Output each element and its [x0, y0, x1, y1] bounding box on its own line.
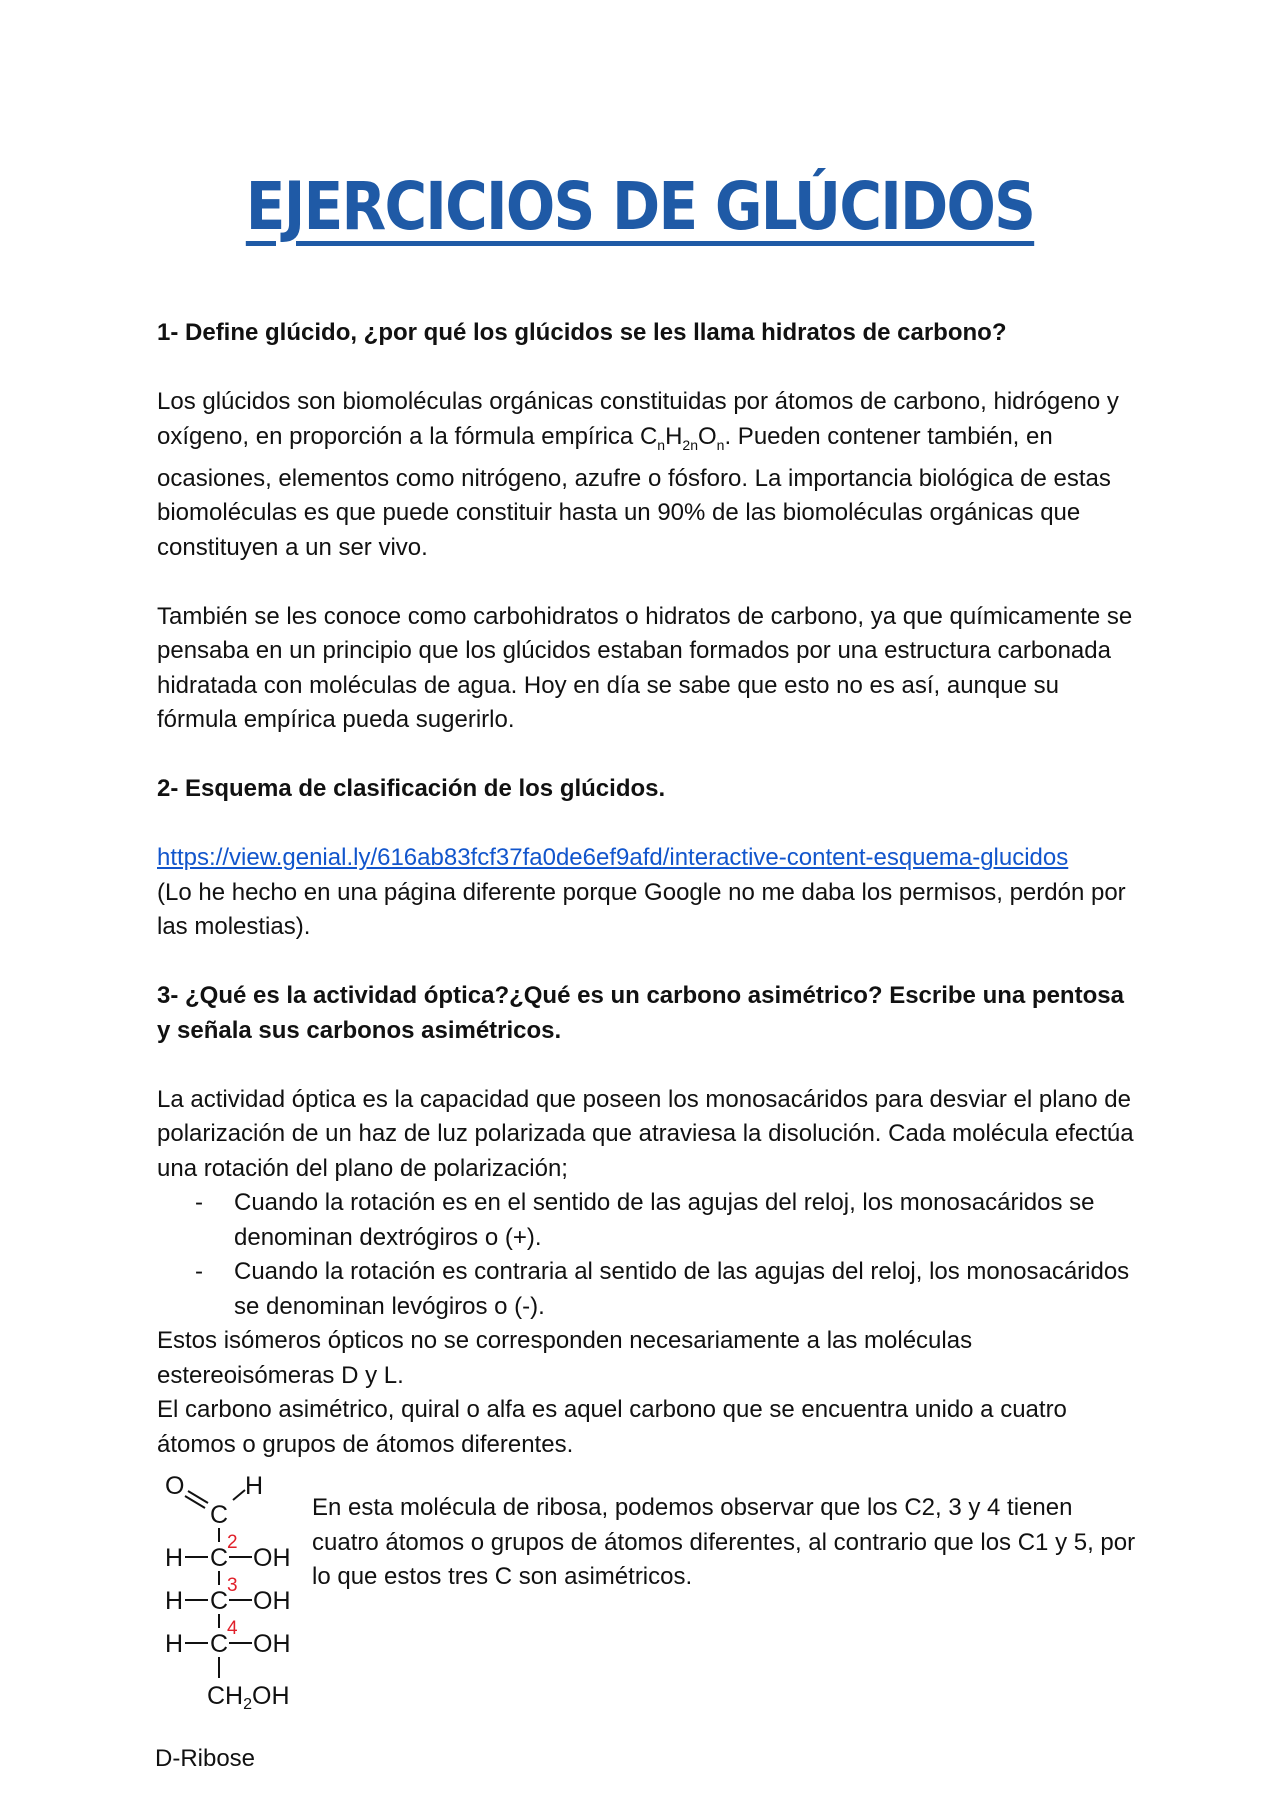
q1-paragraph-1 — [157, 385, 1137, 565]
ribose-section — [157, 1468, 1137, 1778]
bullet-marker: - — [195, 1189, 203, 1217]
ribose-explanation: En esta molécula de ribosa, podemos observar que los C2, 3 y 4 tienen cuatro átomos o grupos de átomos diferentes, al contrario que los C1 y 5, por lo que estos tres C son asimétricos. — [312, 1494, 1136, 1591]
atom-h-c4: H — [165, 1630, 184, 1659]
atom-c2: C — [210, 1544, 229, 1573]
q1-p1-text-a: Los glúcidos son biomoléculas orgánicas constituidas por átomos de carbono, hidrógeno y oxígeno, en proporción a la fórmula empírica — [157, 388, 1119, 450]
d-ribose-structure — [155, 1468, 305, 1773]
molecule-name: D-Ribose — [155, 1745, 256, 1773]
atom-o: O — [165, 1472, 185, 1501]
question-2: 2- Esquema de clasificación de los glúcidos. — [157, 775, 666, 803]
atom-oh-c4: OH — [253, 1630, 291, 1659]
q1-p1-text-b: . Pueden contener también, en ocasiones, elementos como nitrógeno, azufre o fósforo. La importancia biológica de estas biomoléculas es que puede constituir hasta un 90% de las biomoléculas orgánicas que constituyen a un ser vivo. — [157, 422, 1111, 561]
genially-link[interactable]: https://view.genial.ly/616ab83fcf37fa0de6ef9afd/interactive-content-esquema-glucidos — [157, 844, 1069, 872]
atom-h-c2: H — [165, 1544, 184, 1573]
atom-oh-c2: OH — [253, 1544, 291, 1573]
q3-paragraph-1: La actividad óptica es la capacidad que poseen los monosacáridos para desviar el plano de polarización de un haz de luz polarizada que atraviesa la disolución. Cada molécula efectúa una rotación del plano de polarización; — [157, 1085, 1134, 1182]
question-1: 1- Define glúcido, ¿por qué los glúcidos se les llama hidratos de carbono? — [157, 319, 1007, 346]
page-title: EJERCICIOS DE GLÚCIDOS — [245, 168, 1035, 245]
q1-paragraph-2: También se les conoce como carbohidratos o hidratos de carbono, ya que químicamente se pensaba en un principio que los glúcidos estaban formados por una estructura carbonada hidratada con moléculas de agua. Hoy en día se sabe que esto no es así, aunque su fórmula empírica pueda sugerirlo. — [157, 602, 1133, 734]
label-c2: 2 — [227, 1532, 238, 1554]
bullet-item: - Cuando la rotación es contraria al sentido de las agujas del reloj, los monosacáridos se denominan levógiros o (-). — [157, 1255, 1137, 1324]
label-c4: 4 — [227, 1618, 238, 1640]
bullet-item: - Cuando la rotación es en el sentido de las agujas del reloj, los monosacáridos se denominan dextrógiros o (+). — [157, 1186, 1137, 1255]
atom-c3: C — [210, 1587, 229, 1616]
q3-paragraph-2: Estos isómeros ópticos no se corresponden necesariamente a las moléculas estereoisómeras D y L. — [157, 1327, 973, 1389]
bullet-marker: - — [195, 1258, 203, 1286]
empirical-formula: $C_nH_{2n}O_n$ — [639, 422, 725, 453]
atom-c4: C — [210, 1630, 229, 1659]
label-c3: 3 — [227, 1575, 238, 1597]
question-3: 3- ¿Qué es la actividad óptica?¿Qué es un carbono asimétrico? Escribe una pentosa y señala sus carbonos asimétricos. — [157, 982, 1124, 1044]
atom-h-top: H — [245, 1472, 264, 1501]
atom-ch2oh: $CH_2OH$ — [207, 1682, 290, 1714]
document-body — [157, 316, 1137, 1778]
q2-note: (Lo he hecho en una página diferente porque Google no me daba los permisos, perdón por las molestias). — [157, 878, 1126, 941]
atom-c1: C — [210, 1501, 229, 1530]
atom-h-c3: H — [165, 1587, 184, 1616]
atom-oh-c3: OH — [253, 1587, 291, 1616]
q3-paragraph-3: El carbono asimétrico, quiral o alfa es aquel carbono que se encuentra unido a cuatro átomos o grupos de átomos diferentes. — [157, 1396, 1067, 1458]
